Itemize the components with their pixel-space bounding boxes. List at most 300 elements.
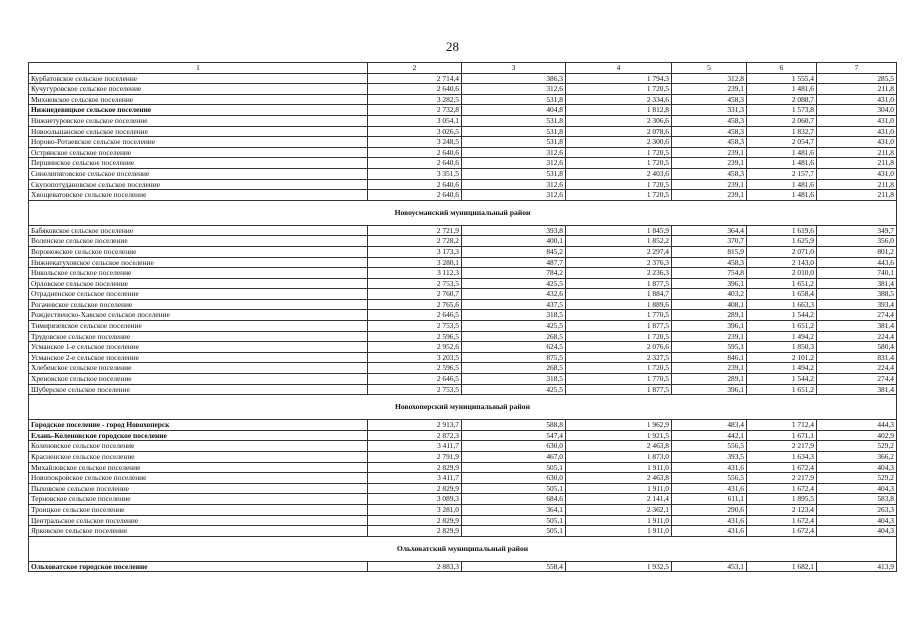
value-cell: 1 651,2: [747, 278, 817, 289]
value-cell: 1 494,2: [747, 363, 817, 374]
value-cell: 531,8: [462, 115, 566, 126]
value-cell: 2 334,6: [566, 94, 672, 105]
value-cell: 224,4: [817, 331, 897, 342]
value-cell: 431,0: [817, 168, 897, 179]
value-cell: 268,5: [462, 363, 566, 374]
settlement-name: Острянское сельское поселение: [29, 147, 368, 158]
settlement-name: Пыховское сельское поселение: [29, 483, 368, 494]
value-cell: 3 248,5: [368, 137, 462, 148]
settlement-name: Хвощеватовское сельское поселение: [29, 190, 368, 201]
table-row: [29, 190, 897, 201]
value-cell: 2 646,5: [368, 374, 462, 385]
value-cell: 1 658,4: [747, 289, 817, 300]
column-header: 5: [672, 63, 747, 74]
value-cell: 1 877,5: [566, 278, 672, 289]
value-cell: 2 829,9: [368, 462, 462, 473]
value-cell: 312,6: [462, 147, 566, 158]
value-cell: 393,8: [462, 225, 566, 236]
settlement-name: Першинское сельское поселение: [29, 158, 368, 169]
value-cell: 2 078,6: [566, 126, 672, 137]
value-cell: 239,1: [672, 84, 747, 95]
value-cell: 2 829,9: [368, 483, 462, 494]
value-cell: 2 829,9: [368, 515, 462, 526]
settlement-name: Красненское сельское поселение: [29, 452, 368, 463]
section-row: [29, 536, 897, 561]
value-cell: 274,4: [817, 374, 897, 385]
value-cell: 404,3: [817, 462, 897, 473]
value-cell: 437,5: [462, 299, 566, 310]
value-cell: 845,2: [462, 246, 566, 257]
value-cell: 381,4: [817, 278, 897, 289]
value-cell: 1 573,8: [747, 105, 817, 116]
settlement-name: Михневское сельское поселение: [29, 94, 368, 105]
value-cell: 2 297,4: [566, 246, 672, 257]
table-row: [29, 289, 897, 300]
value-cell: 2 952,6: [368, 342, 462, 353]
value-cell: 239,1: [672, 331, 747, 342]
value-cell: 483,4: [672, 420, 747, 431]
section-row: [29, 200, 897, 225]
value-cell: 467,0: [462, 452, 566, 463]
settlement-name: Хлебенское сельское поселение: [29, 363, 368, 374]
settlement-name: Кучугуровское сельское поселение: [29, 84, 368, 95]
value-cell: 875,5: [462, 352, 566, 363]
value-cell: 2 143,0: [747, 257, 817, 268]
value-cell: 1 481,6: [747, 179, 817, 190]
value-cell: 1 911,0: [566, 515, 672, 526]
table-row: [29, 147, 897, 158]
value-cell: 381,4: [817, 321, 897, 332]
value-cell: 304,0: [817, 105, 897, 116]
value-cell: 531,8: [462, 168, 566, 179]
value-cell: 458,3: [672, 115, 747, 126]
value-cell: 263,3: [817, 504, 897, 515]
value-cell: 784,2: [462, 268, 566, 279]
value-cell: 402,9: [817, 430, 897, 441]
value-cell: 531,8: [462, 137, 566, 148]
settlement-name: Воронежское сельское поселение: [29, 246, 368, 257]
value-cell: 3 112,3: [368, 268, 462, 279]
value-cell: 505,1: [462, 526, 566, 537]
table-row: [29, 430, 897, 441]
value-cell: 364,4: [672, 225, 747, 236]
table-row: [29, 179, 897, 190]
value-cell: 1 932,5: [566, 561, 672, 572]
value-cell: 404,3: [817, 515, 897, 526]
value-cell: 583,8: [817, 494, 897, 505]
value-cell: 431,0: [817, 126, 897, 137]
settlement-name: Орловское сельское поселение: [29, 278, 368, 289]
value-cell: 1 720,5: [566, 84, 672, 95]
value-cell: 1 720,5: [566, 158, 672, 169]
value-cell: 2 327,5: [566, 352, 672, 363]
value-cell: 1 794,3: [566, 73, 672, 84]
value-cell: 413,9: [817, 561, 897, 572]
value-cell: 558,4: [462, 561, 566, 572]
value-cell: 2 791,9: [368, 452, 462, 463]
value-cell: 754,8: [672, 268, 747, 279]
value-cell: 408,1: [672, 299, 747, 310]
value-cell: 239,1: [672, 158, 747, 169]
value-cell: 1 812,8: [566, 105, 672, 116]
value-cell: 505,1: [462, 515, 566, 526]
value-cell: 588,8: [462, 420, 566, 431]
section-title: Ольховатский муниципальный район: [29, 536, 897, 561]
value-cell: 556,5: [672, 473, 747, 484]
value-cell: 431,6: [672, 515, 747, 526]
value-cell: 211,8: [817, 190, 897, 201]
value-cell: 224,4: [817, 363, 897, 374]
settlement-name: Никольское сельское поселение: [29, 268, 368, 279]
value-cell: 274,4: [817, 310, 897, 321]
column-header: 6: [747, 63, 817, 74]
value-cell: 289,1: [672, 310, 747, 321]
value-cell: 1 619,6: [747, 225, 817, 236]
table-row: [29, 352, 897, 363]
column-header: 4: [566, 63, 672, 74]
value-cell: 370,7: [672, 236, 747, 247]
value-cell: 318,5: [462, 374, 566, 385]
value-cell: 2 753,5: [368, 321, 462, 332]
data-table: [28, 62, 897, 572]
settlement-name: Троицкое сельское поселение: [29, 504, 368, 515]
table-row: [29, 561, 897, 572]
value-cell: 595,1: [672, 342, 747, 353]
value-cell: 443,6: [817, 257, 897, 268]
value-cell: 846,1: [672, 352, 747, 363]
value-cell: 458,3: [672, 168, 747, 179]
value-cell: 831,4: [817, 352, 897, 363]
value-cell: 2 714,4: [368, 73, 462, 84]
value-cell: 630,0: [462, 441, 566, 452]
value-cell: 3 281,0: [368, 504, 462, 515]
value-cell: 2 753,5: [368, 384, 462, 395]
value-cell: 1 877,5: [566, 321, 672, 332]
value-cell: 2 403,6: [566, 168, 672, 179]
value-cell: 431,6: [672, 483, 747, 494]
value-cell: 239,1: [672, 179, 747, 190]
section-title: Новохоперский муниципальный район: [29, 395, 897, 420]
value-cell: 2 076,6: [566, 342, 672, 353]
value-cell: 1 889,6: [566, 299, 672, 310]
value-cell: 312,6: [462, 179, 566, 190]
value-cell: 505,1: [462, 462, 566, 473]
value-cell: 396,1: [672, 278, 747, 289]
table-row: [29, 321, 897, 332]
settlement-name: Новопокровское сельское поселение: [29, 473, 368, 484]
settlement-name: Центральское сельское поселение: [29, 515, 368, 526]
settlement-name: Норово-Ротаевское сельское поселение: [29, 137, 368, 148]
table-row: [29, 483, 897, 494]
value-cell: 1 877,5: [566, 384, 672, 395]
value-cell: 531,8: [462, 94, 566, 105]
value-cell: 1 651,2: [747, 384, 817, 395]
value-cell: 2 640,6: [368, 158, 462, 169]
table-row: [29, 158, 897, 169]
value-cell: 396,1: [672, 321, 747, 332]
value-cell: 2 054,7: [747, 137, 817, 148]
value-cell: 1 544,2: [747, 374, 817, 385]
value-cell: 400,1: [462, 236, 566, 247]
value-cell: 211,8: [817, 158, 897, 169]
value-cell: 318,5: [462, 310, 566, 321]
value-cell: 3 054,1: [368, 115, 462, 126]
value-cell: 2 141,4: [566, 494, 672, 505]
settlement-name: Елань-Коленовское городское поселение: [29, 430, 368, 441]
value-cell: 580,4: [817, 342, 897, 353]
table-row: [29, 363, 897, 374]
value-cell: 396,1: [672, 384, 747, 395]
value-cell: 2 071,0: [747, 246, 817, 257]
settlement-name: Трудовское сельское поселение: [29, 331, 368, 342]
value-cell: 1 895,5: [747, 494, 817, 505]
value-cell: 1 672,4: [747, 515, 817, 526]
value-cell: 1 555,4: [747, 73, 817, 84]
section-title: Новоусманский муниципальный район: [29, 200, 897, 225]
value-cell: 2 123,4: [747, 504, 817, 515]
value-cell: 529,2: [817, 473, 897, 484]
value-cell: 2 640,6: [368, 147, 462, 158]
value-cell: 2 640,6: [368, 179, 462, 190]
value-cell: 289,1: [672, 374, 747, 385]
value-cell: 2 596,5: [368, 363, 462, 374]
value-cell: 1 544,2: [747, 310, 817, 321]
value-cell: 268,5: [462, 331, 566, 342]
value-cell: 2 217,9: [747, 473, 817, 484]
value-cell: 403,2: [672, 289, 747, 300]
settlement-name: Усманское 1-е сельское поселение: [29, 342, 368, 353]
value-cell: 505,1: [462, 483, 566, 494]
table-row: [29, 137, 897, 148]
settlement-name: Воленское сельское поселение: [29, 236, 368, 247]
value-cell: 239,1: [672, 190, 747, 201]
value-cell: 1 845,9: [566, 225, 672, 236]
value-cell: 1 921,5: [566, 430, 672, 441]
value-cell: 1 481,6: [747, 147, 817, 158]
table-row: [29, 441, 897, 452]
value-cell: 1 672,4: [747, 462, 817, 473]
value-cell: 2 646,5: [368, 310, 462, 321]
value-cell: 2 060,7: [747, 115, 817, 126]
value-cell: 2 010,0: [747, 268, 817, 279]
value-cell: 529,2: [817, 441, 897, 452]
value-cell: 1 911,0: [566, 462, 672, 473]
value-cell: 1 720,5: [566, 179, 672, 190]
table-row: [29, 84, 897, 95]
value-cell: 2 753,5: [368, 278, 462, 289]
value-cell: 2 732,8: [368, 105, 462, 116]
value-cell: 458,3: [672, 137, 747, 148]
value-cell: 2 596,5: [368, 331, 462, 342]
value-cell: 2 765,6: [368, 299, 462, 310]
value-cell: 356,0: [817, 236, 897, 247]
value-cell: 3 351,5: [368, 168, 462, 179]
value-cell: 1 481,6: [747, 84, 817, 95]
value-cell: 312,6: [462, 190, 566, 201]
value-cell: 2 362,1: [566, 504, 672, 515]
value-cell: 458,3: [672, 94, 747, 105]
value-cell: 366,2: [817, 452, 897, 463]
value-cell: 1 850,3: [747, 342, 817, 353]
settlement-name: Бабяковское сельское поселение: [29, 225, 368, 236]
value-cell: 458,3: [672, 257, 747, 268]
value-cell: 487,7: [462, 257, 566, 268]
value-cell: 312,6: [462, 158, 566, 169]
value-cell: 1 672,4: [747, 483, 817, 494]
value-cell: 3 411,7: [368, 441, 462, 452]
value-cell: 3 026,5: [368, 126, 462, 137]
value-cell: 388,5: [817, 289, 897, 300]
value-cell: 801,2: [817, 246, 897, 257]
value-cell: 3 203,5: [368, 352, 462, 363]
value-cell: 3 282,5: [368, 94, 462, 105]
value-cell: 2 306,6: [566, 115, 672, 126]
value-cell: 393,4: [817, 299, 897, 310]
settlement-name: Ярковское сельское поселение: [29, 526, 368, 537]
value-cell: 740,1: [817, 268, 897, 279]
value-cell: 2 913,7: [368, 420, 462, 431]
table-row: [29, 494, 897, 505]
value-cell: 312,6: [462, 84, 566, 95]
value-cell: 381,4: [817, 384, 897, 395]
value-cell: 2 883,3: [368, 561, 462, 572]
value-cell: 1 911,0: [566, 483, 672, 494]
table-row: [29, 331, 897, 342]
value-cell: 1 720,5: [566, 363, 672, 374]
value-cell: 611,1: [672, 494, 747, 505]
value-cell: 2 640,6: [368, 84, 462, 95]
settlement-name: Ольховатское городское поселение: [29, 561, 368, 572]
table-row: [29, 515, 897, 526]
value-cell: 211,8: [817, 147, 897, 158]
value-cell: 211,8: [817, 179, 897, 190]
value-cell: 630,0: [462, 473, 566, 484]
value-cell: 431,0: [817, 137, 897, 148]
value-cell: 1 651,2: [747, 321, 817, 332]
value-cell: 2 829,9: [368, 526, 462, 537]
value-cell: 815,9: [672, 246, 747, 257]
value-cell: 2 376,3: [566, 257, 672, 268]
value-cell: 3 411,7: [368, 473, 462, 484]
value-cell: 1 720,5: [566, 190, 672, 201]
value-cell: 1 494,2: [747, 331, 817, 342]
value-cell: 1 671,1: [747, 430, 817, 441]
value-cell: 2 872,3: [368, 430, 462, 441]
settlement-name: Усманское 2-е сельское поселение: [29, 352, 368, 363]
settlement-name: Рогачевское сельское поселение: [29, 299, 368, 310]
section-row: [29, 395, 897, 420]
table-row: [29, 299, 897, 310]
settlement-name: Хреновское сельское поселение: [29, 374, 368, 385]
value-cell: 386,3: [462, 73, 566, 84]
value-cell: 393,5: [672, 452, 747, 463]
value-cell: 1 770,5: [566, 310, 672, 321]
value-cell: 1 720,5: [566, 331, 672, 342]
value-cell: 1 682,1: [747, 561, 817, 572]
table-row: [29, 420, 897, 431]
value-cell: 1 663,3: [747, 299, 817, 310]
header-row: [29, 63, 897, 74]
value-cell: 432,6: [462, 289, 566, 300]
settlement-name: Нижнедевицкое сельское поселение: [29, 105, 368, 116]
table-row: [29, 374, 897, 385]
value-cell: 2 721,9: [368, 225, 462, 236]
table-row: [29, 225, 897, 236]
table-row: [29, 268, 897, 279]
value-cell: 290,6: [672, 504, 747, 515]
table-row: [29, 105, 897, 116]
value-cell: 1 672,4: [747, 526, 817, 537]
table-row: [29, 115, 897, 126]
value-cell: 1 481,6: [747, 158, 817, 169]
value-cell: 1 873,0: [566, 452, 672, 463]
settlement-name: Новоольшанское сельское поселение: [29, 126, 368, 137]
value-cell: 1 712,4: [747, 420, 817, 431]
value-cell: 364,1: [462, 504, 566, 515]
value-cell: 1 634,3: [747, 452, 817, 463]
value-cell: 239,1: [672, 363, 747, 374]
value-cell: 1 625,9: [747, 236, 817, 247]
settlement-name: Синелипяговское сельское поселение: [29, 168, 368, 179]
value-cell: 1 770,5: [566, 374, 672, 385]
value-cell: 458,3: [672, 126, 747, 137]
table-row: [29, 257, 897, 268]
settlement-name: Отрадненское сельское поселение: [29, 289, 368, 300]
table-row: [29, 452, 897, 463]
table-row: [29, 278, 897, 289]
value-cell: 285,5: [817, 73, 897, 84]
value-cell: 3 173,3: [368, 246, 462, 257]
value-cell: 1 720,5: [566, 147, 672, 158]
value-cell: 1 832,7: [747, 126, 817, 137]
value-cell: 404,8: [462, 105, 566, 116]
table-row: [29, 473, 897, 484]
settlement-name: Терновское сельское поселение: [29, 494, 368, 505]
table-row: [29, 526, 897, 537]
value-cell: 1 481,6: [747, 190, 817, 201]
value-cell: 442,1: [672, 430, 747, 441]
value-cell: 431,0: [817, 94, 897, 105]
table-row: [29, 504, 897, 515]
page-number: 28: [446, 39, 459, 54]
value-cell: 425,5: [462, 321, 566, 332]
settlement-name: Шуберское сельское поселение: [29, 384, 368, 395]
value-cell: 1 884,7: [566, 289, 672, 300]
value-cell: 404,3: [817, 526, 897, 537]
value-cell: 2 157,7: [747, 168, 817, 179]
value-cell: 684,6: [462, 494, 566, 505]
value-cell: 211,8: [817, 84, 897, 95]
value-cell: 624,5: [462, 342, 566, 353]
settlement-name: Скупопотудановское сельское поселение: [29, 179, 368, 190]
table-row: [29, 126, 897, 137]
value-cell: 239,1: [672, 147, 747, 158]
value-cell: 2 217,9: [747, 441, 817, 452]
settlement-name: Нижнетуровское сельское поселение: [29, 115, 368, 126]
value-cell: 2 728,2: [368, 236, 462, 247]
table-row: [29, 94, 897, 105]
value-cell: 547,4: [462, 430, 566, 441]
value-cell: 312,8: [672, 73, 747, 84]
value-cell: 2 236,3: [566, 268, 672, 279]
value-cell: 431,0: [817, 115, 897, 126]
value-cell: 425,5: [462, 278, 566, 289]
column-header: 3: [462, 63, 566, 74]
settlement-name: Курбатовское сельское поселение: [29, 73, 368, 84]
table-row: [29, 342, 897, 353]
value-cell: 1 911,0: [566, 526, 672, 537]
table-row: [29, 73, 897, 84]
